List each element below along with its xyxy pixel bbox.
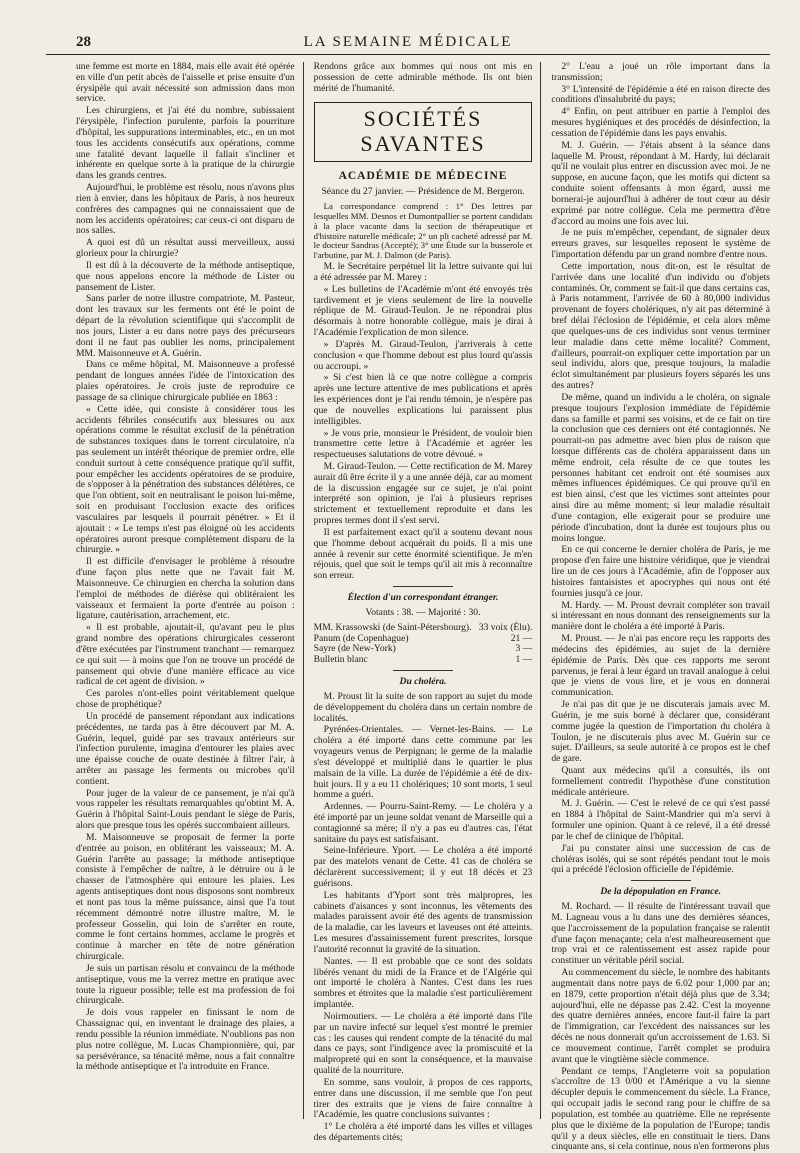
- vote-row: [314, 623, 533, 634]
- paragraph: Rendons grâce aux hommes qui nous ont mis en possession de cette admirable méthode. Ils ont bien mérité de l'humanité.: [313, 61, 533, 94]
- paragraph: 1° Le choléra a été importé dans les villes et villages des départements cités;: [313, 1121, 533, 1144]
- paragraph: M. Rochard. — Il résulte de l'intéressant travail que M. Lagneau vous a lu dans une des dernières séances, que l'accroissement de la population française se ralentit d'une façon menaçante; cela n'est malheureusement que trop vrai et ce ralentissement est assez rapide pour constituer un véritable péril social.: [551, 901, 771, 967]
- page-header: [46, 30, 770, 55]
- vote-count: 3 —: [515, 643, 533, 655]
- paragraph: Ardennes. — Pourru-Saint-Remy. — Le choléra y a été importé par un jeune soldat venant de Marseille qui a contagionné sa mère; il n'y a pas eu d'autres cas, l'état sanitaire du pays est satisfaisant.: [313, 801, 533, 845]
- columns: [76, 61, 771, 1153]
- vote-name: Sayre (de New-York): [313, 643, 396, 655]
- vote-count: 1 —: [515, 654, 533, 666]
- divider: [393, 586, 453, 587]
- section-banner: [314, 102, 533, 162]
- subsection-title: Du choléra.: [399, 676, 447, 688]
- paragraph: » Si c'est bien là ce que notre collègue a compris après une lecture attentive de mes publications et après les expériences dont je l'ai rendu témoin, je n'espère pas que de nouvelles explications lui paraissent plus intelligibles.: [313, 372, 533, 427]
- paragraph: Pyrénées-Orientales. — Vernet-les-Bains. — Le choléra a été importé dans cette commune par les voyageurs venus de Perpignan; le germe de la maladie s'est développé et multiplié dans le quartier le plus malsain de la ville. La durée de l'épidémie a été de dix-huit jours. Il y a eu 11 cholériques; 10 sont morts, 1 seul homme a guéri.: [313, 724, 533, 801]
- paragraph: » D'après M. Giraud-Teulon, j'arriverais à cette conclusion « que l'homme debout est plus lourd qu'assis ou accroupi. »: [313, 338, 533, 372]
- paragraph: M. Giraud-Teulon. — Cette rectification de M. Marey aurait dû être écrite il y a une année déjà, car au moment de la discussion engagée sur ce sujet, je n'ai point interprété son opinion, je l'ai à plusieurs reprises strictement et textuellement reproduite et dans les propres termes dont il s'est servi.: [313, 460, 533, 527]
- paragraph: Les habitants d'Yport sont très malpropres, les cabinets d'aisances y sont inconnus, les vêtements des malades paraissent avoir été des agents de transmission de la maladie, car les laveurs et laveuses ont été atteints. Les mesures d'assainissement furent prescrites, lorsque l'autorité reconnut la gravité de la situation.: [313, 889, 533, 955]
- votants-line: Votants : 38. — Majorité : 30.: [365, 606, 481, 618]
- paragraph: Pour juger de la valeur de ce pansement, je n'ai qu'à vous rappeler les résultats remarquables qu'obtint M. A. Guérin à l'hôpital Saint-Louis pendant le siège de Paris, alors que presque tous les opérés succombaient ailleurs.: [76, 787, 295, 832]
- paragraph: Je n'ai pas dit que je ne discuterais jamais avec M. Guérin, je me suis borné à déclarer que, considérant comme jugée la question de l'importation du choléra à Toulon, je ne discuterais plus avec M. Guérin sur ce sujet. D'ailleurs, sa seule autorité à ce propos est le chef de gare.: [551, 699, 771, 765]
- paragraph: Je dois vous rappeler en finissant le nom de Chassaignac qui, en inventant le drainage des plaies, a rendu possible la réunion immédiate. N'oublions pas non plus notre collègue, M. Lucas Championnière, qui, par sa persévérance, sa ténacité même, nous a fait connaître la méthode antiseptique et l'a introduite en France.: [76, 1007, 295, 1073]
- academy-title: ACADÉMIE DE MÉDECINE: [338, 170, 508, 183]
- paragraph: « Il est probable, ajoutait-il, qu'avant peu le plus grand nombre des opérations chirurgicales cesseront d'être exécutées par l'instrument tranchant — remarquez ce qui suit — à moins que l'on ne trouve un procédé de pansement qui obvie d'une manière efficace au vice radical de cet agent de division. »: [76, 622, 295, 688]
- column-2: [313, 61, 542, 1144]
- vote-row: [314, 655, 533, 666]
- column-1: [76, 62, 304, 1119]
- subsection-title: Élection d'un correspondant étranger.: [347, 592, 499, 604]
- paragraph: Pendant ce temps, l'Angleterre voit sa population s'accroître de 13 0/00 et l'Amérique a vu la sienne décupler depuis le commencement du siècle. La France, qui occupait jadis le second rang pour le chiffre de sa population, est tombée au quatrième. Elle ne représente plus que le dixième de la population de l'Europe; tandis qu'il y a deux siècles, elle en constituait le tiers. Dans cinquante ans, si cela continue, nous n'en formerons plus: [551, 1065, 771, 1153]
- paragraph: M. Proust lit la suite de son rapport au sujet du mode de développement du choléra dans un certain nombre de localités.: [313, 690, 533, 724]
- paragraph: Au commencement du siècle, le nombre des habitants augmentait dans notre pays de 6.02 pour 1,000 par an; en 1879, cette proportion n'était déjà plus que de 3.34; aujourd'hui, elle ne dépasse pas 2.42. C'est la moyenne des quatre dernières années, encore faut-il faire la part de l'immigration, car l'excédent des naissances sur les décès ne nous donnerait qu'un accroissement de 1.63. Si ce mouvement continue, l'arrêt complet se produira avant que le vingtième siècle commence.: [551, 967, 771, 1065]
- paragraph: Aujourd'hui, le problème est résolu, nous n'avons plus rien à envier, dans les hôpitaux de Paris, à nos heureux confrères des campagnes qui ne connaissaient que de nom les accidents opératoires; car ceux-ci ont disparu de nos salles.: [76, 182, 295, 237]
- vote-name: Bulletin blanc: [313, 654, 368, 666]
- paragraph: M. J. Guérin. — C'est le relevé de ce qui s'est passé en 1884 à l'hôpital de Saint-Mandrier qui m'a servi à formuler une opinion. Quant à ce relevé, il a été dressé par le chef de clinique de l'hôpital.: [551, 798, 771, 842]
- paragraph: En somme, sans vouloir, à propos de ces rapports, entrer dans une discussion, il me semble que l'on peut tirer des extraits que je viens de faire connaître à l'Académie, les quatre conclusions suivantes :: [313, 1076, 533, 1121]
- paragraph: Ces paroles n'ont-elles point véritablement quelque chose de prophétique?: [76, 688, 295, 711]
- paragraph: Je ne puis m'empêcher, cependant, de signaler deux erreurs graves, sur lesquelles reposent le système de l'importation défendu par un grand nombre d'entre nous.: [551, 227, 771, 261]
- paragraph: Dans ce même hôpital, M. Maisonneuve a professé pendant de longues années l'idée de l'intoxication des plaies opératoires. Je crois juste de reproduire ce passage de sa clinique chirurgicale publiée en 1863 :: [76, 359, 295, 403]
- paragraph: Il est difficile d'envisager le problème à résoudre d'une façon plus nette que ne l'avait fait M. Maisonneuve. Ce chirurgien en chercha la solution dans l'emploi de méthodes de diérèse qui oblitéraient les vaisseaux et fermaient la porte d'entrée au poison : ligature, cautérisation, arrachement, etc.: [76, 556, 295, 622]
- paragraph: 3° L'intensité de l'épidémie a été en raison directe des conditions d'insalubrité du pays;: [551, 83, 771, 106]
- vote-count: 21 —: [510, 632, 533, 644]
- paragraph: J'ai pu constater ainsi une succession de cas de choléras isolés, qui se sont répétés pendant tout le mois qui a précédé l'éclosion officielle de l'épidémie.: [551, 842, 771, 876]
- paragraph: » Je vous prie, monsieur le Président, de vouloir bien transmettre cette lettre à l'Académie et agréer les respectueuses salutations de votre dévoué. »: [313, 427, 533, 461]
- divider: [393, 670, 453, 671]
- paragraph: A quoi est dû un résultat aussi merveilleux, aussi glorieux pour la chirurgie?: [76, 237, 295, 260]
- paragraph: Noirmoutiers. — Le choléra a été importé dans l'île par un navire infecté sur lequel s'est montré le premier cas : les causes qui rendent compte de la ténacité du mal dans ce pays, sont l'indigence avec la promiscuité et la malpropreté qui en sont la conséquence, et la mauvaise qualité de la nourriture.: [313, 1010, 533, 1077]
- journal-title: LA SEMAINE MÉDICALE: [303, 34, 513, 50]
- section-title: SOCIÉTÉS SAVANTES: [360, 106, 486, 157]
- paragraph: M. le Secrétaire perpétuel lit la lettre suivante qui lui a été adressée par M. Marey :: [313, 261, 533, 283]
- paragraph: M. J. Guérin. — J'étais absent à la séance dans laquelle M. Proust, répondant à M. Hardy, lui déclarait qu'il ne voulait plus entrer en discussion avec moi. Je ne suppose, en aucune façon, que les motifs qui dictent sa conduite soient offensants à mon égard, aussi me bornerai-je aujourd'hui à adhérer de tout cœur au désir exprimé par notre collègue. Cela me permettra d'être d'accord au moins une fois avec lui.: [551, 139, 771, 227]
- vote-name: MM. Krassowski (de Saint-Pétersbourg).: [313, 621, 472, 633]
- paragraph: Un procédé de pansement répondant aux indications précédentes, ne tarda pas à être découvert par M. A. Guérin, lequel, guidé par ses travaux antérieurs sur l'infection purulente, imagina d'entourer les plaies avec une épaisse couche de ouate destinée à filtrer l'air, à arrêter au passage les ferments ou microbes qu'il contient.: [76, 710, 295, 787]
- paragraph: En ce qui concerne le dernier choléra de Paris, je me propose d'en faire une histoire véridique, que je viendrai lire un de ces jours à l'Académie, afin de l'opposer aux histoires fantaisistes et apocryphes qui nous ont été fournies jusqu'à ce jour.: [551, 544, 771, 599]
- paragraph: Nantes. — Il est probable que ce sont des soldats libérés venant du midi de la France et de l'Algérie qui ont importé le choléra à Nantes. C'est dans les rues sombres et étroites que la maladie s'est particulièrement implantée.: [313, 955, 533, 1011]
- divider: [631, 880, 691, 881]
- paragraph: Cette importation, nous dit-on, est le résultat de l'arrivée dans une localité d'un individu ou d'objets contaminés. Or, comment se fait-il que dans certains cas, à Paris notamment, l'arrivée de 60 à 80,000 individus provenant de foyers cholériques, n'y ait pas déterminé à bref délai l'éclosion de l'épidémie, et cela alors même que quelques-uns de ces individus sont venus terminer leur maladie dans cette même localité? Comment, d'ailleurs, pourrait-on expliquer cette importation par un seul individu, alors que, presque toujours, la maladie éclot simultanément par plusieurs foyers séparés les uns des autres?: [551, 260, 771, 392]
- page-number: 28: [76, 34, 91, 50]
- subsection-title: De la dépopulation en France.: [600, 886, 722, 898]
- paragraph: « Les bulletins de l'Académie m'ont été envoyés très tardivement et je viens seulement de lire la nouvelle réplique de M. Giraud-Teulon. Je ne répondrai plus désormais à notre honorable collègue, mais je dirai à l'Académie l'explication de mon silence.: [313, 283, 533, 339]
- paragraph: Quant aux médecins qu'il a consultés, ils ont formellement contredit l'hypothèse d'une constitution médicale antérieure.: [551, 765, 771, 798]
- paragraph: « Cette idée, qui consiste à considérer tous les accidents fébriles consécutifs aux blessures ou aux opérations comme le résultat exclusif de la pénétration de substances toxiques dans le torrent circulatoire, n'a pas seulement un intérêt théorique de premier ordre, elle conduit surtout à cette conséquence pratique qu'il suffit, pour empêcher les accidents opératoires de se produire, de s'opposer à la pénétration des substances délétères, ce que l'on obtient, soit en neutralisant le poison lui-même, soit en produisant l'occlusion exacte des orifices vasculaires par lesquels il pourrait pénétrer. » Et il ajoutait : « Le temps n'est pas éloigné où les accidents opératoires auront presque complètement disparu de la chirurgie. »: [76, 403, 295, 556]
- paragraph: M. Hardy. — M. Proust devrait compléter son travail si intéressant en nous donnant des renseignements sur la manière dont le choléra a été importé à Paris.: [551, 599, 771, 633]
- paragraph: 4° Enfin, on peut attribuer en partie à l'emploi des mesures hygiéniques et des procédés de désinfection, la cessation de l'épidémie dans les pays envahis.: [551, 106, 771, 139]
- paragraph: M. Proust. — Je n'ai pas encore reçu les rapports des médecins des épidémies, au sujet de la dernière épidémie de Paris. Dès que ces rapports me seront parvenus, je ferai à leur égard un travail analogue à celui que je viens de vous lire, et je vous en donnerai communication.: [551, 633, 771, 699]
- paragraph: une femme est morte en 1884, mais elle avait été opérée en ville d'un petit abcès de l'aisselle et prise ensuite d'un érysipèle qui avait nécessité son admission dans mon service.: [76, 61, 295, 105]
- paragraph: Sans parler de notre illustre compatriote, M. Pasteur, dont les travaux sur les ferments ont été le point de départ de la révolution scientifique qui s'accomplit de nos jours, Lister a eu dans notre pays des précurseurs dont il ne faut pas oublier les noms, principalement MM. Maisonneuve et A. Guérin.: [76, 293, 295, 359]
- paragraph: M. Maisonneuve se proposait de fermer la porte d'entrée au poison, en oblitérant les vaisseaux; M. A. Guérin l'arrête au passage; la méthode antiseptique consiste à l'empêcher de naître, à le détruire ou à le chasser de l'atmosphère qui entoure les plaies. Les agents antiseptiques dont nous disposons sont nombreux et nont pas tous la même puissance, ainsi que l'a tout récemment démontré notre illustre maître, M. le professeur Gosselin, qui loin de s'arrêter en route, comme le font certains hommes, acclame le progrès et continue à marcher en tête de notre génération chirurgicale.: [76, 831, 295, 963]
- paragraph: Je suis un partisan résolu et convaincu de la méthode antiseptique, vous me la verrez mettre en pratique avec toute la rigueur possible; telle est ma profession de foi chirurgicale.: [76, 962, 295, 1007]
- seance-line: Séance du 27 janvier. — Présidence de M. Bergeron.: [321, 186, 525, 198]
- correspondance: La correspondance comprend : 1° Des lettres par lesquelles MM. Desnos et Dumontpallier se portent candidats à la place vacante dans la section de thérapeutique et d'histoire naturelle médicale; 2° un pli cacheté adressé par M. le docteur Sandras (Accepté); 3° une Étude sur la busserole et l'arbutine, par M. J. Dalmon (de Paris).: [313, 201, 533, 261]
- paragraph: 2° L'eau a joué un rôle important dans la transmission;: [551, 61, 771, 83]
- paragraph: Seine-Inférieure. Yport. — Le choléra a été importé par des matelots venant de Cette. 41 cas de choléra se déclarèrent successivement; il y eut 18 décès et 23 guérisons.: [313, 845, 533, 889]
- vote-count: 33 voix (Élu).: [478, 621, 533, 633]
- paragraph: Il est dû à la découverte de la méthode antiseptique, que nous appelons encore la méthode de Lister ou pansement de Lister.: [76, 259, 295, 293]
- column-3: [551, 61, 771, 1153]
- vote-name: Panum (de Copenhague): [313, 632, 409, 644]
- paragraph: De même, quand un individu a le choléra, on signale presque toujours l'explosion immédiate de l'épidémie dans sa famille et parmi ses voisins, et de ce fait on tire la conclusion que ces derniers ont été contagionnés. Ne pourrait-on pas admettre avec bien plus de raison que lorsque différents cas de choléra apparaissent dans un même endroit, cela résulte de ce que toutes les personnes habitant cet endroit ont été soumises aux mêmes influences épidémiques. Ce qui prouve qu'il en est bien ainsi, c'est que les victimes sont atteintes pour ainsi dire au même moment; si leur maladie résultait d'une contagion, elle exigerait pour se produire une période d'incubation, dont la durée est toujours plus ou moins longue.: [551, 391, 771, 544]
- paragraph: Les chirurgiens, et j'ai été du nombre, subissaient l'érysipèle, l'infection purulente, parfois la pourriture d'hôpital, les suppurations interminables, etc., en un mot tous les accidents consécutifs aux opérations, comme une fatalité devant laquelle il fallait s'incliner et inhérente en quelque sorte à la pratique de la chirurgie dans les grands centres.: [76, 105, 295, 182]
- paragraph: Il est parfaitement exact qu'il a soutenu devant nous que l'homme debout acquérait du poids. Il a mis une année à revenir sur cette énormité scientifique. Je m'en réjouis, quel que soit le temps qu'il ait mis à reconnaître son erreur.: [313, 526, 533, 582]
